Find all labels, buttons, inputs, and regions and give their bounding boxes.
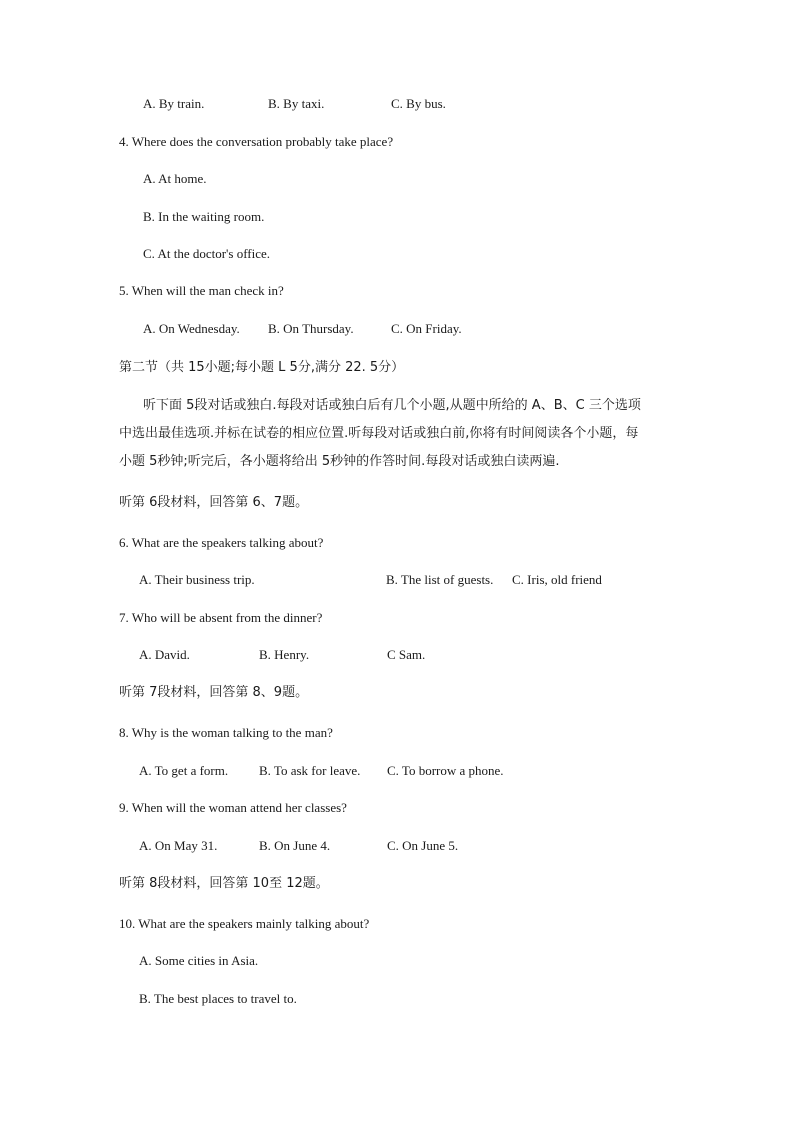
q5-option-a: A. On Wednesday. (143, 321, 240, 336)
q7-option-a: A. David. (139, 647, 190, 662)
q4-option-c: C. At the doctor's office. (143, 246, 271, 261)
q9-question: 9. When will the woman attend her classes? (119, 800, 347, 815)
q9-option-a: A. On May 31. (139, 838, 218, 853)
passage8-heading: 听第 8段材料，回答第 10至 12题。 (119, 876, 329, 891)
q4-option-b: B. In the waiting room. (143, 209, 265, 224)
q6-question: 6. What are the speakers talking about? (119, 535, 324, 550)
q4-option-a: A. At home. (143, 171, 207, 186)
q5-option-c: C. On Friday. (391, 321, 462, 336)
q10-option-b: B. The best places to travel to. (139, 991, 297, 1006)
q10-question: 10. What are the speakers mainly talking about? (119, 916, 370, 931)
q4-question: 4. Where does the conversation probably take place? (119, 134, 394, 149)
q9-option-b: B. On June 4. (259, 838, 331, 853)
q10-option-a: A. Some cities in Asia. (139, 953, 259, 968)
q3-option-b: B. By taxi. (268, 96, 325, 111)
q8-option-c: C. To borrow a phone. (387, 763, 504, 778)
q6-option-a: A. Their business trip. (139, 572, 255, 587)
q8-question: 8. Why is the woman talking to the man? (119, 725, 333, 740)
section2-instructions-line2: 中选出最佳选项.并标在试卷的相应位置.听每段对话或独白前,你将有时间阅读各个小题，每 (119, 426, 639, 441)
q3-option-a: A. By train. (143, 96, 205, 111)
q8-option-b: B. To ask for leave. (259, 763, 361, 778)
passage6-heading: 听第 6段材料，回答第 6、7题。 (119, 495, 309, 510)
q9-option-c: C. On June 5. (387, 838, 459, 853)
section2-instructions-line3: 小题 5秒钟;听完后，各小题将给出 5秒钟的作答时间.每段对话或独白读两遍. (119, 454, 560, 469)
passage7-heading: 听第 7段材料，回答第 8、9题。 (119, 685, 309, 700)
q6-option-b: B. The list of guests. (386, 572, 494, 587)
section2-instructions-line1: 听下面 5段对话或独白.每段对话或独白后有几个小题,从题中所给的 A、B、C 三个选项 (143, 398, 641, 413)
q7-option-b: B. Henry. (259, 647, 310, 662)
q5-option-b: B. On Thursday. (268, 321, 354, 336)
q7-option-c: C Sam. (387, 647, 426, 662)
q7-question: 7. Who will be absent from the dinner? (119, 610, 323, 625)
q6-option-c: C. Iris, old friend (512, 572, 602, 587)
q3-option-c: C. By bus. (391, 96, 446, 111)
section2-heading: 第二节（共 15小题;每小题 L 5分,满分 22. 5分） (119, 360, 405, 375)
q8-option-a: A. To get a form. (139, 763, 229, 778)
q5-question: 5. When will the man check in? (119, 283, 284, 298)
